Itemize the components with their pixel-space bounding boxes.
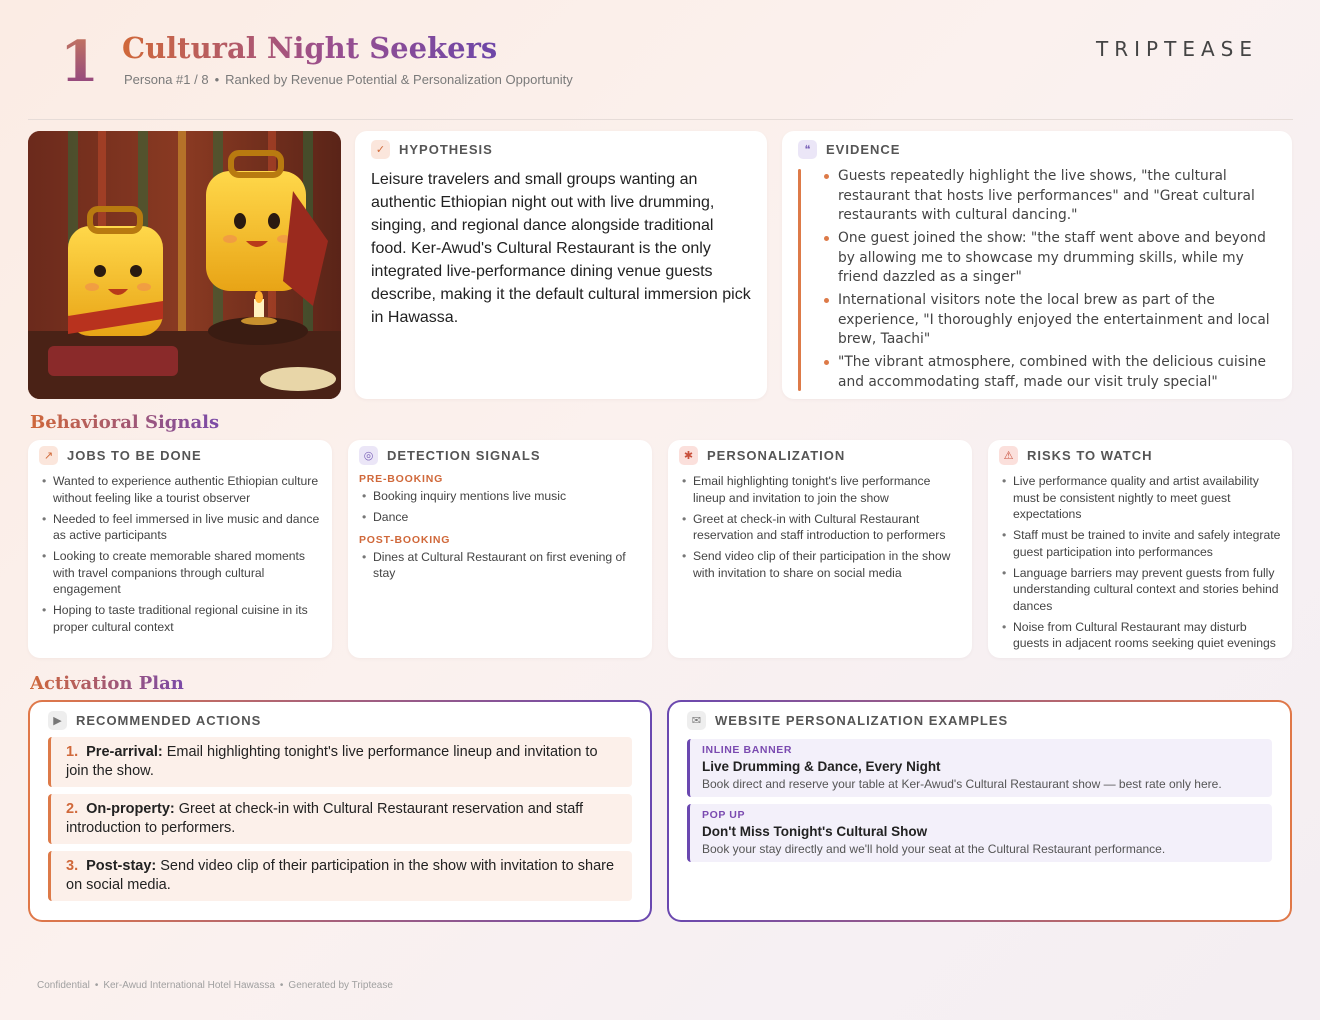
step-number: 1.	[66, 744, 79, 760]
website-examples-heading: WEBSITE PERSONALIZATION EXAMPLES	[715, 713, 1009, 728]
footer	[37, 980, 393, 991]
evidence-body	[798, 167, 1276, 392]
list-item: • Needed to feel immersed in live music and dance as active participants	[39, 511, 321, 544]
recommended-actions-card	[28, 700, 652, 922]
quote-icon: ❝	[798, 140, 817, 159]
action-step	[48, 794, 632, 844]
action-step	[48, 737, 632, 787]
step-label: On-property:	[86, 801, 175, 817]
sparkle-icon: ✱	[679, 446, 698, 465]
page-title: Cultural Night Seekers	[122, 31, 498, 65]
recommended-actions-header	[48, 711, 632, 730]
footer-confidential: Confidential	[37, 980, 90, 991]
ranking-note: Ranked by Revenue Potential & Personalization Opportunity	[225, 72, 573, 87]
hypothesis-card	[355, 131, 767, 399]
step-label: Pre-arrival:	[86, 744, 163, 760]
action-step	[48, 851, 632, 901]
personalization-heading: PERSONALIZATION	[707, 448, 846, 463]
step-label: Post-stay:	[86, 858, 157, 874]
evidence-item: Guests repeatedly highlight the live shows, "the cultural restaurant that hosts live performances" and "Great cultural restaurants with cultural dancing."	[822, 167, 1276, 226]
detection-card	[348, 440, 652, 658]
evidence-card	[782, 131, 1292, 399]
recommended-actions-inner	[30, 702, 650, 920]
list-item: • Live performance quality and artist availability must be consistent nightly to meet guest expectations	[999, 473, 1281, 523]
behavioral-signals-heading: Behavioral Signals	[30, 412, 220, 433]
persona-illustration	[28, 131, 341, 399]
example-title: Don't Miss Tonight's Cultural Show	[702, 824, 928, 839]
target-icon: ◎	[359, 446, 378, 465]
warning-icon: ⚠	[999, 446, 1018, 465]
step-text: Greet at check-in with Cultural Restaurant reservation and staff introduction to performers.	[66, 801, 584, 836]
evidence-heading: EVIDENCE	[826, 142, 901, 157]
website-example	[687, 739, 1272, 797]
list-item: • Hoping to taste traditional regional cuisine in its proper cultural context	[39, 602, 321, 635]
activation-plan-heading: Activation Plan	[30, 673, 184, 694]
list-item: • Email highlighting tonight's live performance lineup and invitation to join the show	[679, 473, 961, 506]
list-item: • Wanted to experience authentic Ethiopian culture without feeling like a tourist observer	[39, 473, 321, 506]
jobs-list	[39, 473, 321, 635]
list-item: • Dance	[359, 509, 641, 526]
risks-card	[988, 440, 1292, 658]
arrow-up-right-icon: ↗	[39, 446, 58, 465]
step-number: 2.	[66, 801, 79, 817]
evidence-header	[798, 140, 1276, 159]
brand-logo: TRIPTEASE	[1096, 37, 1258, 61]
separator-dot: •	[94, 980, 99, 991]
personalization-header	[679, 446, 961, 465]
step-number: 3.	[66, 858, 79, 874]
risks-heading: RISKS TO WATCH	[1027, 448, 1153, 463]
hypothesis-heading: HYPOTHESIS	[399, 142, 493, 157]
jobs-header	[39, 446, 321, 465]
step-text: Email highlighting tonight's live performance lineup and invitation to join the show.	[66, 744, 598, 779]
evidence-item: International visitors note the local brew as part of the experience, "I thoroughly enjoyed the entertainment and local brew, Taachi"	[822, 291, 1276, 350]
list-item: • Greet at check-in with Cultural Restaurant reservation and staff introduction to performers	[679, 511, 961, 544]
header-divider	[28, 119, 1293, 120]
website-examples-card	[667, 700, 1292, 922]
persona-number: 1	[60, 29, 99, 95]
personalization-card	[668, 440, 972, 658]
detection-heading: DETECTION SIGNALS	[387, 448, 541, 463]
hypothesis-text: Leisure travelers and small groups wanting an authentic Ethiopian night out with live drumming, singing, and regional dance alongside traditional food. Ker-Awud's Cultural Restaurant is the only integrated live-performance dining venue guests describe, making it the default cultural immersion pick in Hawassa.	[371, 171, 751, 326]
detection-header	[359, 446, 641, 465]
example-type: INLINE BANNER	[702, 744, 793, 756]
jobs-card	[28, 440, 332, 658]
website-example	[687, 804, 1272, 862]
footer-generated: Generated by Triptease	[288, 980, 393, 991]
post-booking-label: POST-BOOKING	[359, 533, 451, 546]
example-description: Book direct and reserve your table at Ker-Awud's Cultural Restaurant show — best rate only here.	[702, 777, 1222, 791]
website-examples-inner	[669, 702, 1290, 920]
pre-booking-label: PRE-BOOKING	[359, 473, 444, 485]
recommended-actions-heading: RECOMMENDED ACTIONS	[76, 713, 262, 728]
mail-icon: ✉	[687, 711, 706, 730]
evidence-item: One guest joined the show: "the staff went above and beyond by allowing me to showcase my drumming skills, while my friend dazzled as a singer"	[822, 229, 1276, 288]
persona-illustration-svg	[28, 131, 341, 399]
post-booking-list	[359, 549, 641, 582]
play-icon: ▶	[48, 711, 67, 730]
jobs-heading: JOBS TO BE DONE	[67, 448, 202, 463]
footer-hotel: Ker-Awud International Hotel Hawassa	[103, 980, 275, 991]
example-description: Book your stay directly and we'll hold your seat at the Cultural Restaurant performance.	[702, 842, 1166, 856]
separator-dot: •	[279, 980, 284, 991]
separator-dot: •	[214, 72, 220, 87]
list-item: • Dines at Cultural Restaurant on first evening of stay	[359, 549, 641, 582]
list-item: • Looking to create memorable shared moments with travel companions through cultural engagement	[39, 548, 321, 598]
list-item: • Booking inquiry mentions live music	[359, 488, 641, 505]
example-title: Live Drumming & Dance, Every Night	[702, 759, 941, 774]
page-subtitle	[124, 72, 573, 87]
persona-index: Persona #1 / 8	[124, 72, 209, 87]
step-text: Send video clip of their participation in the show with invitation to share on social media.	[66, 858, 615, 893]
list-item: • Noise from Cultural Restaurant may disturb guests in adjacent rooms seeking quiet evenings	[999, 619, 1281, 652]
website-examples-header	[687, 711, 1272, 730]
evidence-list	[822, 167, 1276, 392]
personalization-list	[679, 473, 961, 581]
list-item: • Language barriers may prevent guests from fully understanding cultural context and stories behind dances	[999, 565, 1281, 615]
list-item: • Staff must be trained to invite and safely integrate guest participation into performances	[999, 527, 1281, 560]
evidence-item: "The vibrant atmosphere, combined with the delicious cuisine and accommodating staff, made our visit truly special"	[822, 353, 1276, 392]
check-icon: ✓	[371, 140, 390, 159]
pre-booking-list	[359, 488, 641, 526]
evidence-accent-bar	[798, 169, 801, 391]
risks-list	[999, 473, 1281, 652]
example-type: POP UP	[702, 809, 746, 821]
risks-header	[999, 446, 1281, 465]
list-item: • Send video clip of their participation in the show with invitation to share on social media	[679, 548, 961, 581]
hypothesis-header	[371, 140, 751, 159]
